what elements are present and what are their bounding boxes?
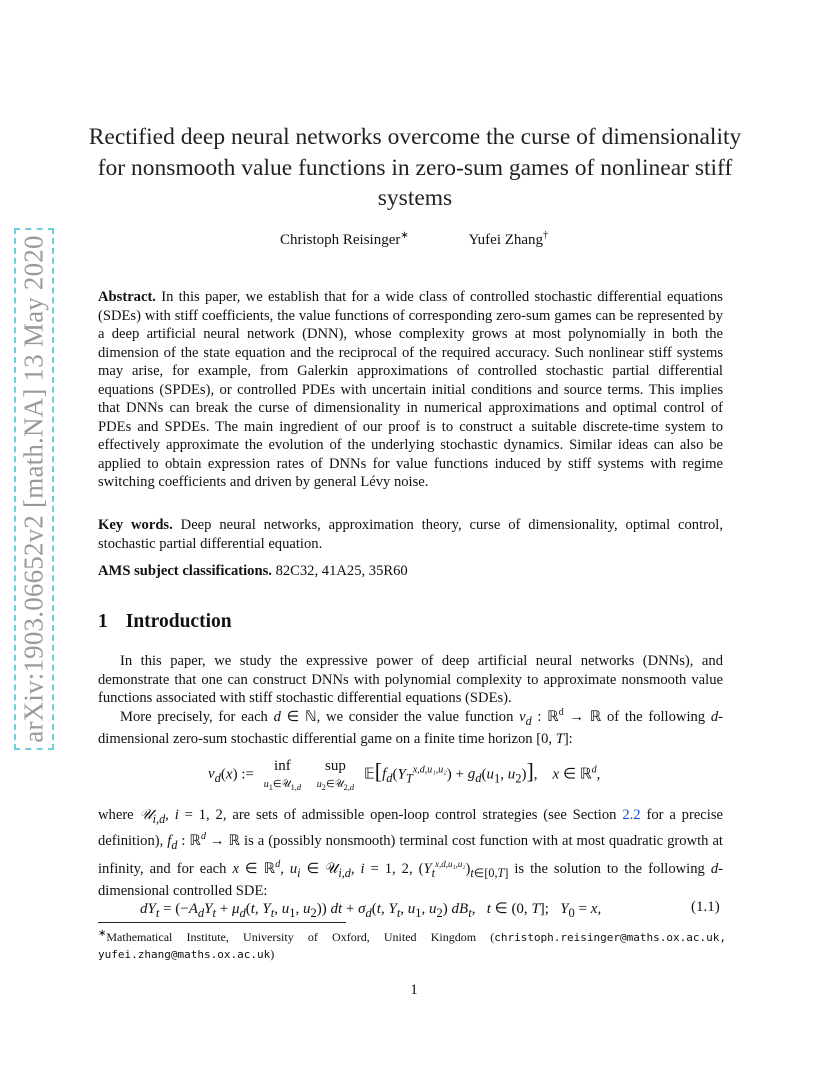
page-number: 1 <box>410 982 418 998</box>
math-inline: d <box>710 708 719 725</box>
controlled-sde-equation: $dY_t = (-A_dY_t + \mu_d(t$, $Y_t$, $u_1$, $u_2$)) dt + $\sigma_d(t$, $Y_t$, $u_1$, $u_2$) $dB_t$, t ∈ (0, T]; $Y_0 = x$, <box>140 901 602 920</box>
email-link-2[interactable]: yufei.zhang@maths.ox.ac.uk <box>98 948 271 961</box>
arxiv-sidebar-stamp <box>14 228 54 750</box>
keywords <box>98 516 723 553</box>
section-number: 1 <box>98 611 108 632</box>
intro-paragraph-3: where 𝒰$_{i,d}$, i = 1, 2, are sets of admissible open-loop control strategies (see Section 2.2 for a precise definition), $f_d$ : ℝ$^d$ → ℝ is a (possibly nonsmooth) terminal cost function with at most quadratic growth at infinity, and for each x ∈ ℝ$^d$, $u_i$ ∈ 𝒰$_{i,d}$, i = 1, 2, $(Y_t^{x,d,u_1,u_2})_{t\in[0,T]}$ is the solution to the following d-dimensional controlled SDE: <box>98 807 724 899</box>
text-run: is a (possibly nonsmooth) terminal cost function with at most quadratic growth at infinity, and for each <box>98 833 723 877</box>
text-run: where <box>98 807 134 823</box>
text-run: , we consider the value function <box>316 708 514 725</box>
author-2 <box>469 232 549 248</box>
text-run: -dimensional controlled SDE: <box>98 860 724 899</box>
author-name: Christoph Reisinger <box>279 232 401 248</box>
intro-paragraph-1: In this paper, we study the expressive power of deep artificial neural networks (DNNs), and demonstrate that one can construct DNNs with polynomial complexity to approximate nonsmooth value functions associated with stiff stochastic differential equations (SDEs). <box>98 653 723 706</box>
author-name: Yufei Zhang <box>468 232 544 248</box>
footnote: ∗Mathematical Institute, University of Oxford, United Kingdom (christoph.reisinger@maths.ox.ac.uk, yufei.zhang@maths.ox.ac.uk) <box>98 928 726 961</box>
equation-number: (1.1) <box>691 899 720 915</box>
author-1 <box>280 232 409 248</box>
math-inline: d <box>273 708 281 725</box>
abstract <box>98 288 723 492</box>
section-title: Introduction <box>125 611 232 632</box>
section-reference-link[interactable]: 2.2 <box>622 807 641 823</box>
author-list <box>0 230 828 249</box>
text-run: , are sets of admissible open-loop control strategies (see Section <box>222 807 617 823</box>
text-run: -dimensional zero-sum stochastic differential game on a finite time horizon <box>98 708 723 748</box>
footnote-text: ) <box>270 947 275 961</box>
intro-paragraph-2: More precisely, for each d ∈ ℕ, we consider the value function $v_d$ : ℝ$^d$ → ℝ of the following d-dimensional zero-sum stochastic differential game on a finite time horizon [0, T]: <box>98 707 723 748</box>
email-link-1[interactable]: christoph.reisinger@maths.ox.ac.uk, <box>494 931 726 944</box>
abstract-text: In this paper, we establish that for a wide class of controlled stochastic differential equations (SDEs) with stiff coefficients, the value functions of corresponding zero-sum games can be represented by a deep artificial neural network (DNN), whose complexity grows at most polynomially in both the dimension of the state equation and the reciprocal of the required accuracy. Such nonlinear stiff systems may arise, for example, from Galerkin approximations of controlled stochastic partial differential equations (SPDEs), or controlled PDEs with uncertain initial conditions and source terms. This implies that DNNs can break the curse of dimensionality in numerical approximations and optimal control of PDEs and SPDEs. The main ingredient of our proof is to construct a suitable discrete-time system to effectively approximate the evolution of the underlying stochastic dynamics. Similar ideas can also be applied to obtain expression rates of DNNs for value functions induced by stiff systems with regime switching coefficients and driven by general Lévy noise. <box>98 289 723 490</box>
footnote-divider <box>98 922 346 923</box>
footnote-mark: † <box>543 230 549 241</box>
ams-classification <box>98 562 723 581</box>
section-heading <box>98 611 232 633</box>
keywords-text: Deep neural networks, approximation theory, curse of dimensionality, optimal control, stochastic partial differential equation. <box>98 517 723 552</box>
abstract-label: Abstract. <box>98 289 156 305</box>
math-inline: $v_d$ <box>519 708 532 728</box>
arxiv-identifier: arXiv:1903.06652v2 [math.NA] 13 May 2020 <box>18 235 49 743</box>
text-run: is the solution to the following <box>514 860 705 877</box>
paper-title: Rectified deep neural networks overcome the curse of dimensionality for nonsmooth value functions in zero-sum games of nonlinear stiff systems <box>88 124 742 211</box>
footnote-mark: ∗ <box>400 230 409 241</box>
text-run: More precisely, for each <box>120 708 268 725</box>
ams-label: AMS subject classifications. <box>98 563 272 579</box>
ams-codes: 82C32, 41A25, 35R60 <box>275 563 408 579</box>
text-run: for a precise definition), <box>98 807 724 850</box>
value-function-equation: $v_d(x)$ := inf $u_1\in 𝒰_{1,d}$ sup $u_2\in 𝒰_{2,d}$ $𝔼[f_d(Y_T^{x,d,u_1,u_2}) + g_d(u_1$, $u_2$)], x ∈ ℝ$^d$, <box>208 758 601 792</box>
footnote-text: Mathematical Institute, University of Oxford, United Kingdom ( <box>106 930 495 944</box>
keywords-label: Key words. <box>98 517 173 533</box>
text-run: of the following <box>606 708 706 725</box>
